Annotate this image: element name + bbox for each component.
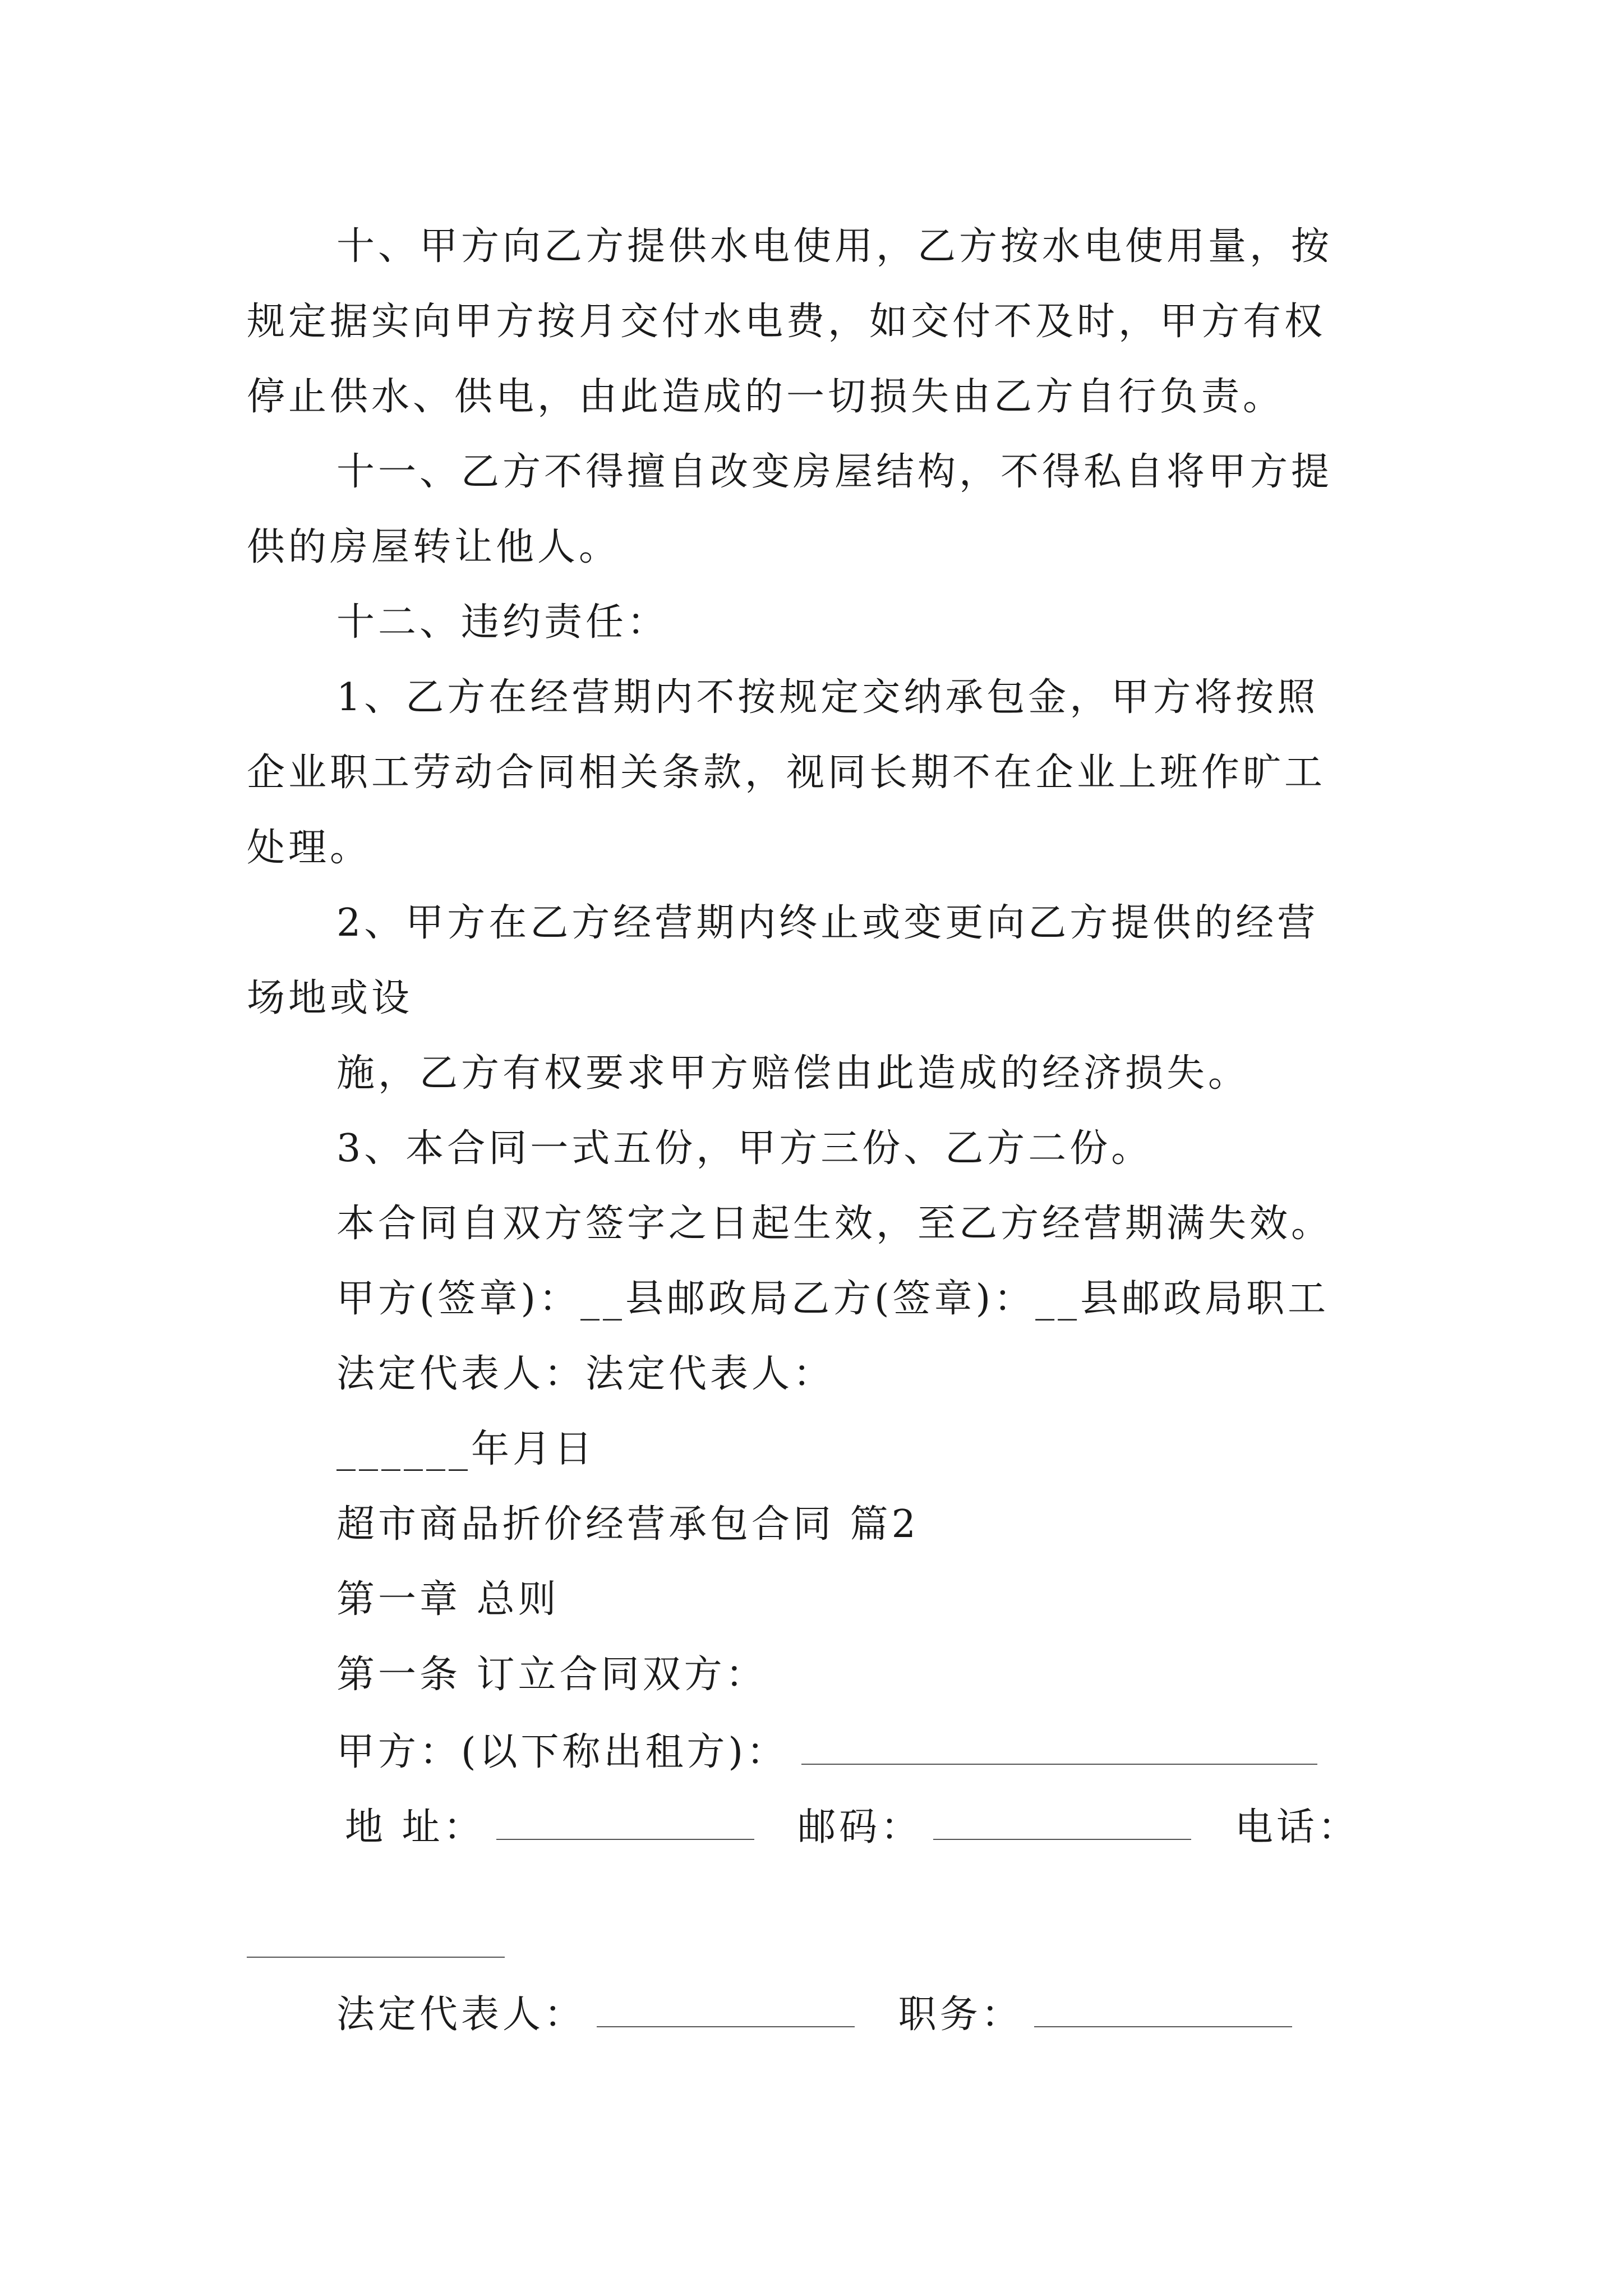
phone-label: 电话： bbox=[1234, 1805, 1359, 1849]
section-heading: 十二、违约责任： bbox=[336, 600, 669, 645]
representative-blank bbox=[597, 1990, 855, 2027]
address-label: 地 址： bbox=[345, 1805, 485, 1849]
date-line: ______年月日 bbox=[336, 1427, 596, 1471]
lessor-blank bbox=[801, 1728, 1317, 1765]
address-line bbox=[345, 1803, 1359, 1850]
lessor-label: 甲方：(以下称出租方)： bbox=[336, 1730, 789, 1774]
postcode-label: 邮码： bbox=[797, 1805, 923, 1849]
paragraph-line: 停止供水、供电，由此造成的一切损失由乙方自行负责。 bbox=[247, 375, 1285, 419]
address-blank bbox=[496, 1803, 754, 1840]
paragraph-line: 本合同自双方签字之日起生效，至乙方经营期满失效。 bbox=[336, 1202, 1333, 1246]
paragraph-line: 3、本合同一式五份，甲方三份、乙方二份。 bbox=[336, 1126, 1153, 1171]
paragraph-line: 1、乙方在经营期内不按规定交纳承包金，甲方将按照 bbox=[336, 675, 1319, 720]
signature-line: 甲方(签章)：__县邮政局乙方(签章)：__县邮政局职工 bbox=[336, 1277, 1330, 1321]
contract-title: 超市商品折价经营承包合同 篇2 bbox=[336, 1502, 919, 1547]
paragraph-line: 2、甲方在乙方经营期内终止或变更向乙方提供的经营 bbox=[336, 901, 1319, 945]
phone-blank bbox=[247, 1957, 505, 1958]
paragraph-line: 规定据实向甲方按月交付水电费，如交付不及时，甲方有权 bbox=[247, 300, 1326, 344]
paragraph-line: 场地或设 bbox=[247, 976, 413, 1020]
paragraph-line: 供的房屋转让他人。 bbox=[247, 525, 621, 569]
paragraph-line: 十、甲方向乙方提供水电使用，乙方按水电使用量，按 bbox=[336, 224, 1333, 269]
representative-line bbox=[336, 1990, 1292, 2037]
lessor-line bbox=[336, 1728, 1317, 1775]
postcode-blank bbox=[933, 1803, 1191, 1840]
signature-line: 法定代表人：法定代表人： bbox=[336, 1352, 835, 1396]
paragraph-line: 十一、乙方不得擅自改变房屋结构，不得私自将甲方提 bbox=[336, 450, 1333, 494]
article-heading: 第一条 订立合同双方： bbox=[336, 1653, 767, 1697]
paragraph-line: 处理。 bbox=[247, 826, 372, 870]
paragraph-line: 施，乙方有权要求甲方赔偿由此造成的经济损失。 bbox=[336, 1051, 1250, 1096]
position-blank bbox=[1034, 1990, 1292, 2027]
position-label: 职务： bbox=[898, 1993, 1023, 2037]
paragraph-line: 企业职工劳动合同相关条款，视同长期不在企业上班作旷工 bbox=[247, 751, 1326, 795]
representative-label: 法定代表人： bbox=[336, 1993, 586, 2037]
chapter-heading: 第一章 总则 bbox=[336, 1577, 560, 1622]
